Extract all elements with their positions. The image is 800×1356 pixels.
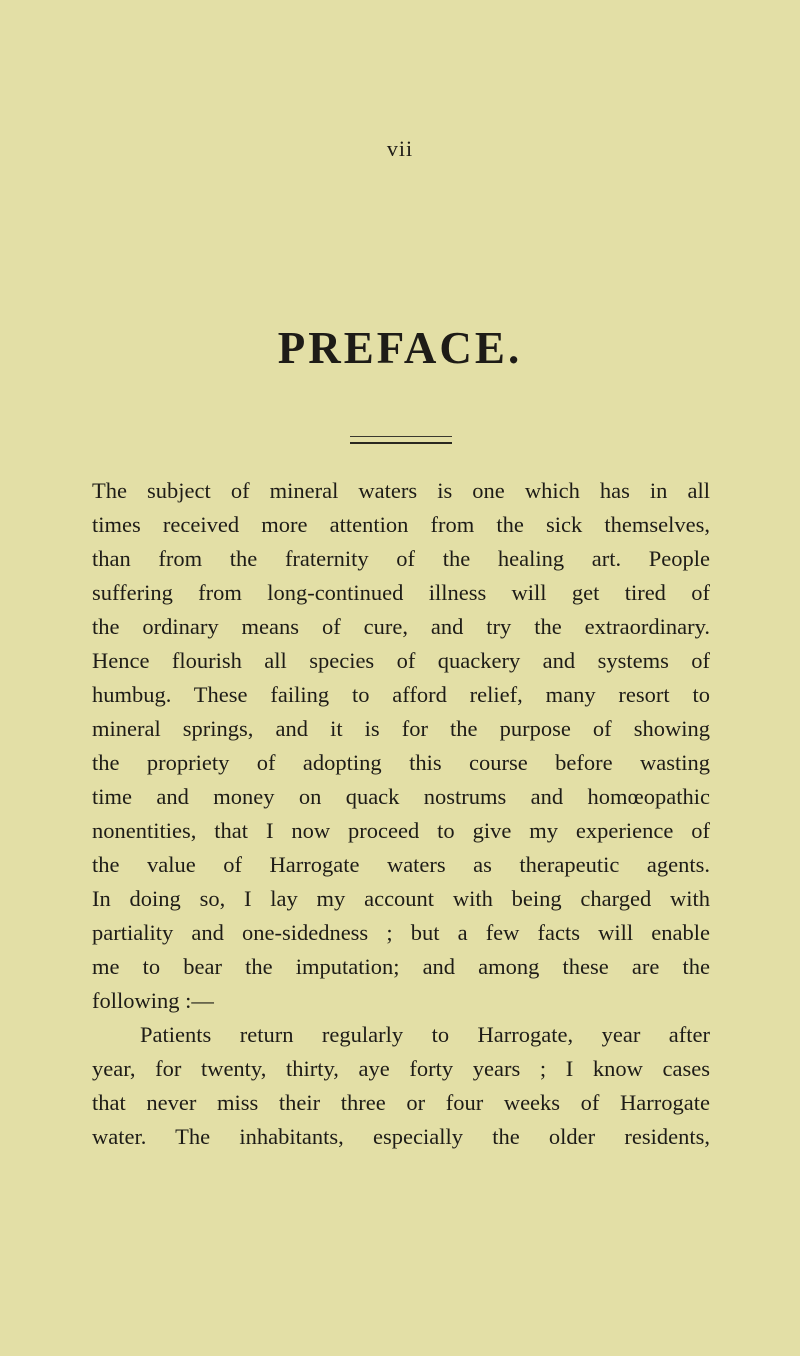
text-line: that never miss their three or four weeks of Harrogate xyxy=(92,1090,710,1115)
page-title: PREFACE. xyxy=(277,323,523,373)
text-line: the propriety of adopting this course before wasting xyxy=(92,750,710,775)
preface-body xyxy=(92,474,710,1154)
text-line: time and money on quack nostrums and homœopathic xyxy=(92,784,710,809)
text-line: times received more attention from the sick themselves, xyxy=(92,512,710,537)
text-line: water. The inhabitants, especially the older residents, xyxy=(92,1124,710,1149)
title-rule-thick xyxy=(350,442,452,444)
text-line: following :— xyxy=(92,988,214,1013)
text-line: the ordinary means of cure, and try the extraordinary. xyxy=(92,614,710,639)
text-line: year, for twenty, thirty, aye forty years ; I know cases xyxy=(92,1056,710,1081)
text-line: me to bear the imputation; and among these are the xyxy=(92,954,710,979)
page-number: vii xyxy=(386,136,414,161)
text-line: The subject of mineral waters is one which has in all xyxy=(92,478,710,503)
text-line: Hence flourish all species of quackery and systems of xyxy=(92,648,710,673)
text-line: the value of Harrogate waters as therapeutic agents. xyxy=(92,852,710,877)
text-line: mineral springs, and it is for the purpose of showing xyxy=(92,716,710,741)
text-line: Patients return regularly to Harrogate, year after xyxy=(140,1022,710,1047)
text-line: In doing so, I lay my account with being charged with xyxy=(92,886,710,911)
text-line: partiality and one-sidedness ; but a few facts will enable xyxy=(92,920,710,945)
title-rule-thin xyxy=(350,436,452,437)
text-line: than from the fraternity of the healing art. People xyxy=(92,546,710,571)
text-line: suffering from long-continued illness will get tired of xyxy=(92,580,710,605)
text-line: nonentities, that I now proceed to give my experience of xyxy=(92,818,710,843)
text-line: humbug. These failing to afford relief, many resort to xyxy=(92,682,710,707)
